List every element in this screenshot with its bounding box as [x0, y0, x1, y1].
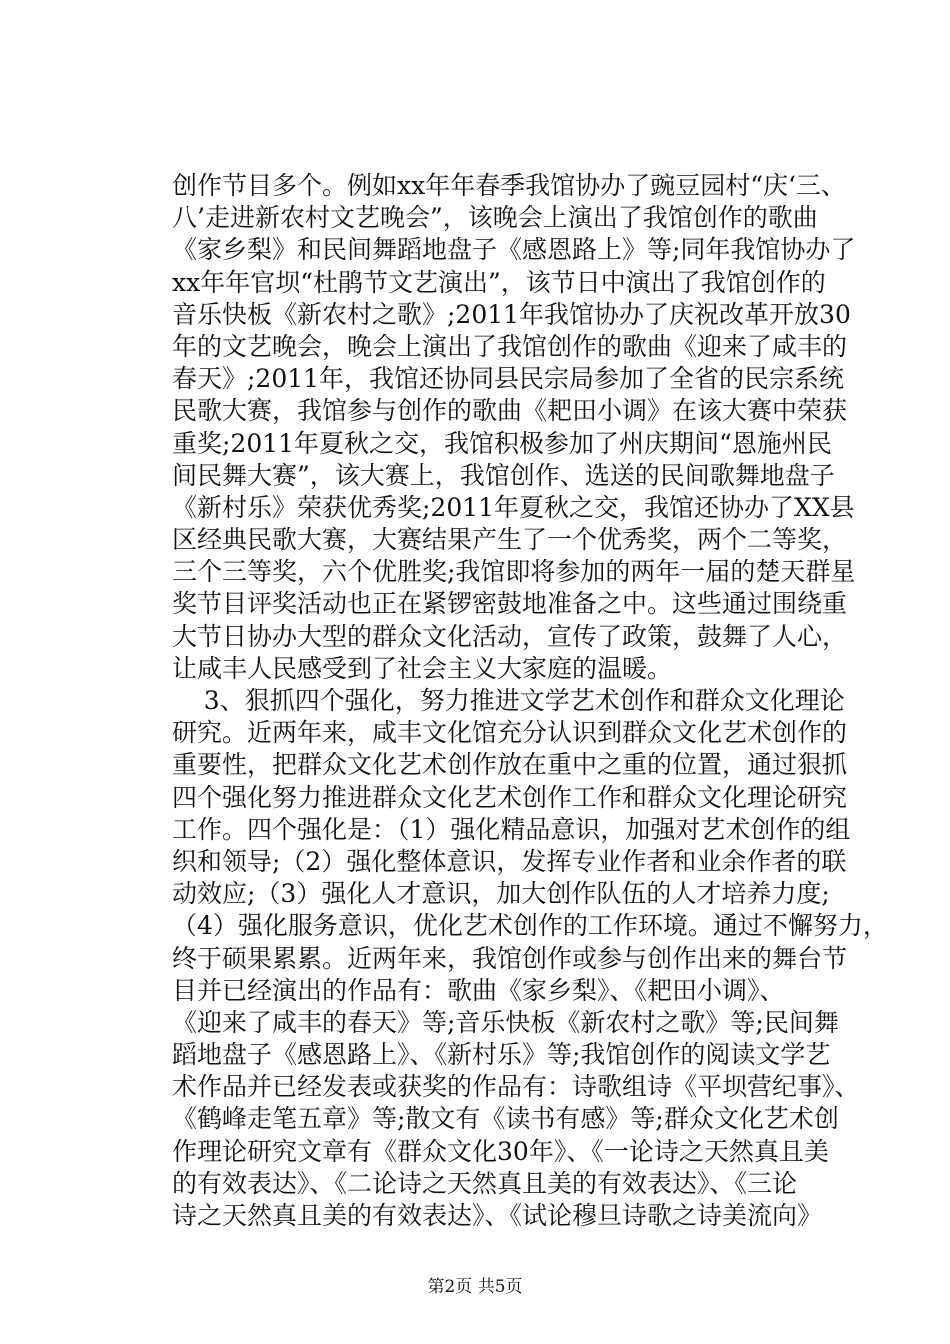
text-line: 让咸丰人民感受到了社会主义大家庭的温暖。: [172, 653, 673, 683]
text-line: 年的文艺晚会，晚会上演出了我馆创作的歌曲《迎来了咸丰的: [172, 331, 848, 361]
text-line: 蹈地盘子《感恩路上》、《新村乐》等;我馆创作的阅读文学艺: [172, 1040, 831, 1070]
text-line: 动效应;（3）强化人才意识，加大创作队伍的人才培养力度;: [172, 879, 830, 909]
text-line: 大节日协办大型的群众文化活动，宣传了政策，鼓舞了人心，: [172, 621, 848, 651]
text-line: xx年年官坝“杜鹃节文艺演出”，该节日中演出了我馆创作的: [172, 267, 826, 297]
text-line: 术作品并已经发表或获奖的作品有：诗歌组诗《平坝营纪事》、: [172, 1072, 860, 1102]
text-line: 终于硕果累累。近两年来，我馆创作或参与创作出来的舞台节: [172, 943, 848, 973]
text-line: 四个强化努力推进群众文化艺术创作工作和群众文化理论研究: [172, 782, 848, 812]
text-line: 目并已经演出的作品有：歌曲《家乡梨》、《耙田小调》、: [172, 975, 785, 1005]
text-line: 《家乡梨》和民间舞蹈地盘子《感恩路上》等;同年我馆协办了: [172, 235, 856, 265]
text-line: 奖节目评奖活动也正在紧锣密鼓地准备之中。这些通过围绕重: [172, 589, 848, 619]
text-line: 民歌大赛，我馆参与创作的歌曲《耙田小调》在该大赛中荣获: [172, 396, 848, 426]
text-line: 《新村乐》荣获优秀奖;2011年夏秋之交，我馆还协办了XX县: [172, 492, 855, 522]
text-line: 创作节目多个。例如xx年年春季我馆协办了豌豆园村“庆‘三、: [172, 171, 846, 200]
text-line: 研究。近两年来，咸丰文化馆充分认识到群众文化艺术创作的: [172, 718, 848, 748]
text-line: 音乐快板《新农村之歌》;2011年我馆协办了庆祝改革开放30: [172, 299, 851, 329]
text-line: 间民舞大赛”，该大赛上，我馆创作、选送的民间歌舞地盘子: [172, 460, 835, 490]
text-line: 春天》;2011年，我馆还协同县民宗局参加了全省的民宗系统: [172, 364, 845, 394]
body-text: [172, 170, 888, 1232]
page-number-footer: 第2页 共5页: [427, 1277, 523, 1297]
text-line: 工作。四个强化是：（1）强化精品意识，加强对艺术创作的组: [172, 814, 851, 844]
text-line: 重要性，把群众文化艺术创作放在重中之重的位置，通过狠抓: [172, 750, 848, 780]
text-line: 诗之天然真且美的有效表达》、《试论穆旦诗歌之诗美流向》: [172, 1201, 823, 1230]
text-line: 区经典民歌大赛，大赛结果产生了一个优秀奖，两个二等奖，: [172, 525, 848, 555]
text-line: （4）强化服务意识，优化艺术创作的工作环境。通过不懈努力，: [172, 911, 888, 941]
text-line: 3、狠抓四个强化，努力推进文学艺术创作和群众文化理论: [172, 686, 845, 715]
text-line: 织和领导;（2）强化整体意识，发挥专业作者和业余作者的联: [172, 846, 847, 876]
text-line: 《迎来了咸丰的春天》等;音乐快板《新农村之歌》等;民间舞: [172, 1007, 839, 1037]
text-line: 八’走进新农村文艺晚会”，该晚会上演出了我馆创作的歌曲: [172, 203, 818, 233]
text-line: 《鹤峰走笔五章》等;散文有《读书有感》等;群众文化艺术创: [172, 1104, 839, 1134]
text-line: 重奖;2011年夏秋之交，我馆积极参加了州庆期间“恩施州民: [172, 428, 832, 458]
text-line: 作理论研究文章有《群众文化30年》、《一论诗之天然真且美: [172, 1136, 829, 1166]
text-line: 三个三等奖，六个优胜奖;我馆即将参加的两年一届的楚天群星: [172, 557, 856, 587]
text-line: 的有效表达》、《二论诗之天然真且美的有效表达》、《三论: [172, 1168, 798, 1198]
